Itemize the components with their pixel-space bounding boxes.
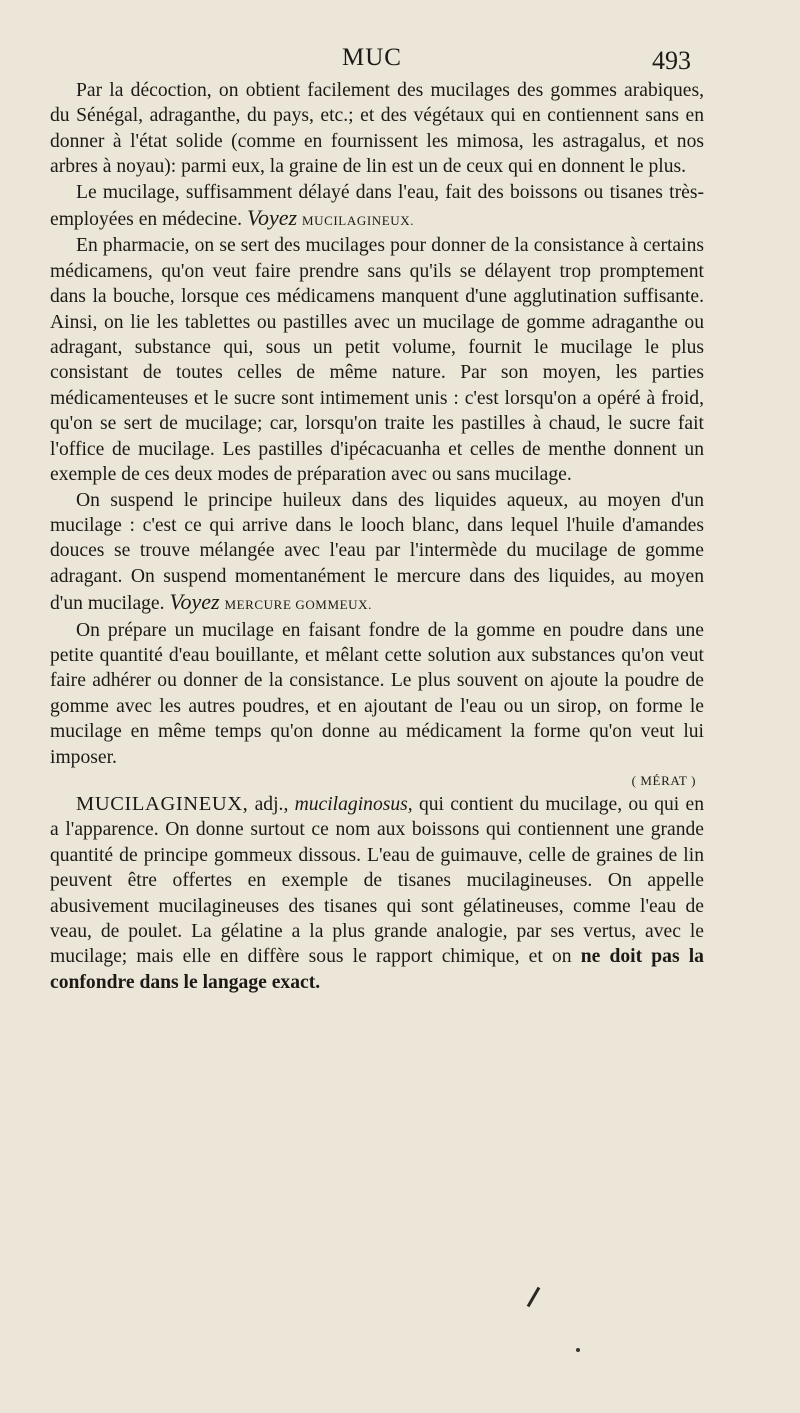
entry-headword: MUCILAGINEUX, xyxy=(76,792,249,815)
entry-body: qui contient du mucilage, ou qui en a l'apparence. On donne surtout ce nom aux boissons qui contiennent une grande quantité de principe gommeux dissous. L'eau de guimauve, celle de graines de lin peuvent être offertes en exemple de tisanes mucilagineuses. On appelle abusivement mucilagineuses des tisanes qui sont gélatineuses, comme l'eau de veau, de poulet. La gélatine a la plus grande analogie, par ses vertus, avec le mucilage; mais elle en diffère sous le rapport chimique, et on xyxy=(50,793,704,968)
running-head xyxy=(0,44,800,74)
paragraph-suspend xyxy=(50,488,704,618)
paragraph-prepare: On prépare un mucilage en faisant fondre de la gomme en poudre dans une petite quantité d'eau bouillante, et mêlant cette solution aux substances qu'on veut faire adhérer ou donner de la consistance. Le plus souvent on ajoute la poudre de gomme avec les autres poudres, et en ajoutant de l'eau ou un sirop, on forme le mucilage en même temps qu'on donne au médicament la forme qu'on veut lui imposer. xyxy=(50,619,704,768)
page-number: 493 xyxy=(652,46,691,75)
ink-dot-mark xyxy=(576,1348,580,1352)
paragraph-suspend-text: On suspend le principe huileux dans des liquides aqueux, au moyen d'un mucilage : c'est ce qui arrive dans le looch blanc, dans lequel l'huile d'amandes douces se trouve mélangée avec l'eau par l'intermède du mucilage de gomme adragant. On suspend momentanément le mercure dans des liquides, au moyen d'un mucilage. xyxy=(50,489,704,615)
cross-ref-voyez: Voyez xyxy=(246,205,298,231)
paragraph-pharmacie: En pharmacie, on se sert des mucilages pour donner de la consistance à certains médicamens, qu'on veut faire prendre sans qu'ils se délayent trop promptement dans la bouche, lorsque ces médicamens manquent d'une agglutination suffisante. Ainsi, on lie les tablettes ou pastilles avec un mucilage de gomme adraganthe ou adragant, substance qui, sous un petit volume, fournit le mucilage le plus consistant de toutes celles de même nature. Par son moyen, les parties médicamenteuses et le sucre sont intimement unis : c'est lorsqu'on a opéré à froid, qu'on se sert de mucilage; car, lorsqu'on traite les pastilles à chaud, le sucre fait l'office de mucilage. Les pastilles d'ipécacuanha et celles de menthe donnent un exemple de ces deux modes de préparation avec ou sans mucilage. xyxy=(50,235,704,486)
entry-latin: mucilaginosus, xyxy=(294,793,413,815)
cross-ref-target: MERCURE GOMMEUX. xyxy=(224,597,372,613)
paragraph-boissons xyxy=(50,180,704,234)
paragraph-decoction: Par la décoction, on obtient facilement des mucilages des gommes arabiques, du Sénégal, adraganthe, du pays, etc.; et des végétaux qui en contiennent sans en donner à l'état solide (comme en fournissent les mimosa, les astragalus, et nos arbres à noyau): parmi eux, la graine de lin est un de ceux qui en donnent le plus. xyxy=(50,80,704,178)
cross-ref-target: MUCILAGINEUX. xyxy=(301,213,415,229)
article-text xyxy=(50,78,704,995)
entry-grammar: adj., xyxy=(254,793,289,815)
paragraph-boissons-text: Le mucilage, suffisamment délayé dans l'eau, fait des boissons ou tisanes très-employées en médecine. xyxy=(50,181,704,231)
ink-stroke-mark xyxy=(527,1287,541,1308)
cross-ref-voyez: Voyez xyxy=(169,589,220,615)
running-head-title: MUC xyxy=(342,44,402,71)
author-signature: ( MÉRAT ) xyxy=(631,772,696,788)
entry-last-line: ne doit pas la confondre dans le langage exact. xyxy=(50,946,704,993)
entry-mucilagineux xyxy=(50,792,704,995)
